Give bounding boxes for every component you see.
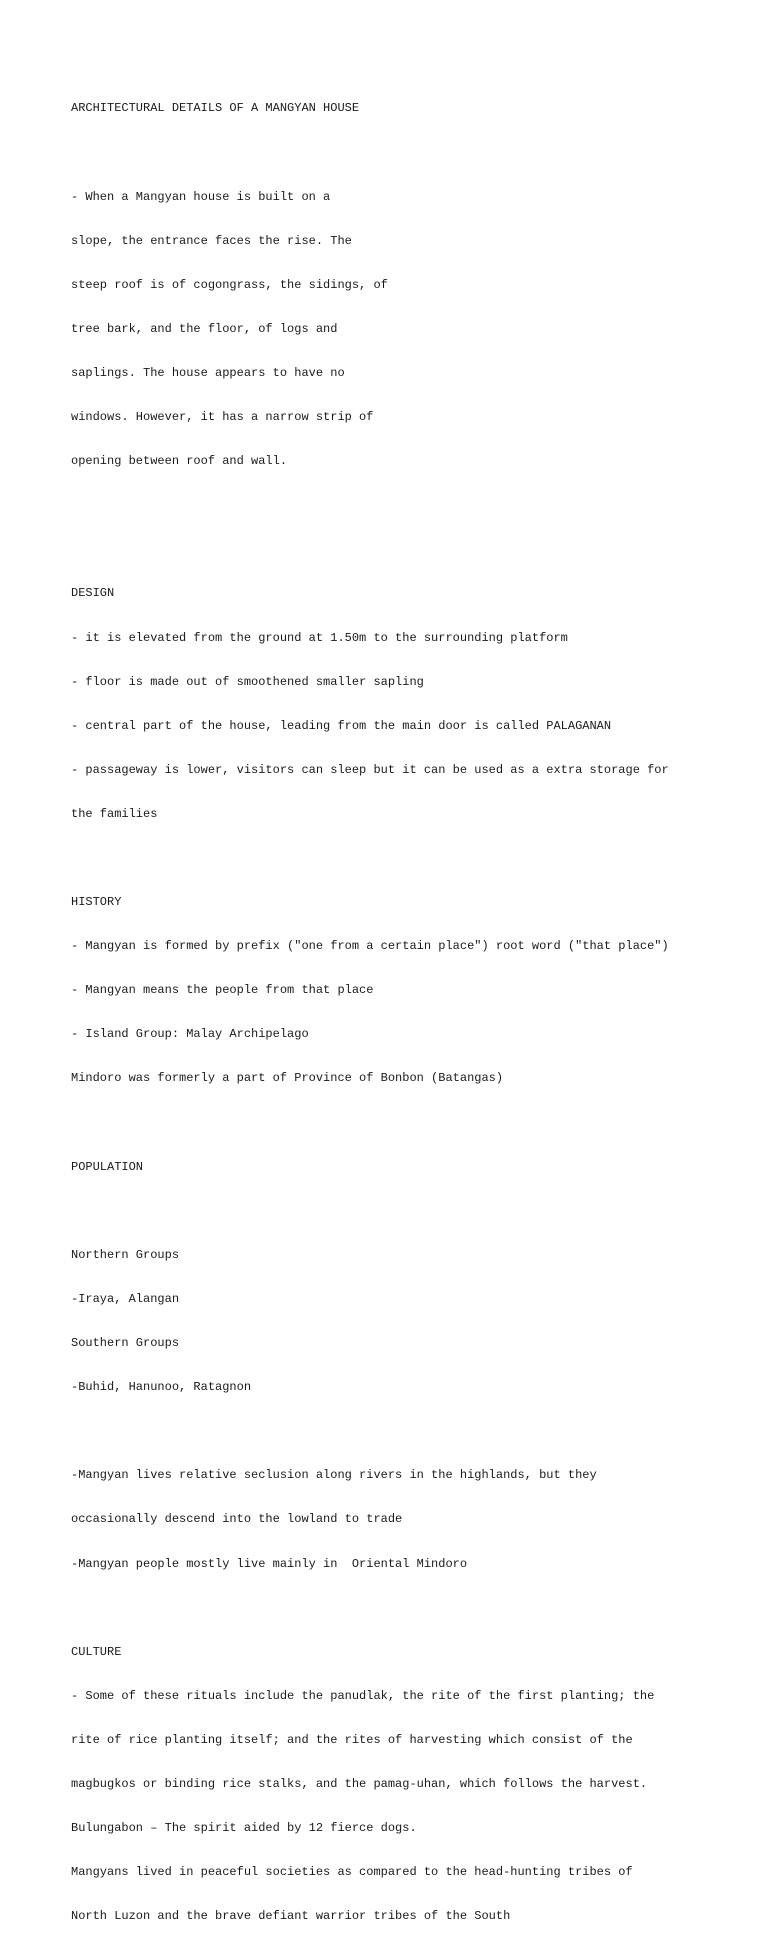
text-line: opening between roof and wall. bbox=[71, 454, 288, 469]
text-line: magbugkos or binding rice stalks, and the pamag-uhan, which follows the harvest. bbox=[71, 1776, 648, 1791]
text-line: - it is elevated from the ground at 1.50m to the surrounding platform bbox=[71, 630, 568, 645]
text-line: slope, the entrance faces the rise. The bbox=[71, 233, 352, 248]
blank-line bbox=[71, 1116, 721, 1131]
section-heading-culture: CULTURE bbox=[71, 1644, 122, 1659]
blank-line bbox=[71, 146, 721, 161]
text-line: -Iraya, Alangan bbox=[71, 1291, 180, 1306]
text-line: occasionally descend into the lowland to trade bbox=[71, 1512, 403, 1527]
text-line: saplings. The house appears to have no bbox=[71, 365, 345, 380]
text-line: - passageway is lower, visitors can sleep but it can be used as a extra storage for bbox=[71, 762, 669, 777]
text-line: -Mangyan lives relative seclusion along rivers in the highlands, but they bbox=[71, 1468, 597, 1483]
document-title: ARCHITECTURAL DETAILS OF A MANGYAN HOUSE bbox=[71, 101, 360, 116]
text-line: Northern Groups bbox=[71, 1247, 180, 1262]
blank-line bbox=[71, 1601, 721, 1616]
text-line: - Island Group: Malay Archipelago bbox=[71, 1027, 309, 1042]
text-line: Bulungabon – The spirit aided by 12 fierce dogs. bbox=[71, 1821, 417, 1836]
text-line: rite of rice planting itself; and the rites of harvesting which consist of the bbox=[71, 1732, 633, 1747]
text-line: -Mangyan people mostly live mainly in Oriental Mindoro bbox=[71, 1556, 468, 1571]
text-line: steep roof is of cogongrass, the sidings, of bbox=[71, 277, 388, 292]
text-line: - central part of the house, leading from the main door is called PALAGANAN bbox=[71, 718, 612, 733]
blank-line bbox=[71, 1424, 721, 1439]
section-heading-history: HISTORY bbox=[71, 895, 122, 910]
text-line: - Mangyan is formed by prefix ("one from a certain place") root word ("that place") bbox=[71, 939, 669, 954]
blank-line bbox=[71, 498, 721, 513]
section-heading-population: POPULATION bbox=[71, 1159, 144, 1174]
text-line: tree bark, and the floor, of logs and bbox=[71, 321, 338, 336]
text-line: the families bbox=[71, 806, 158, 821]
text-line: North Luzon and the brave defiant warrior tribes of the South bbox=[71, 1909, 511, 1924]
blank-line bbox=[71, 1204, 721, 1219]
text-line: - floor is made out of smoothened smaller sapling bbox=[71, 674, 424, 689]
text-line: windows. However, it has a narrow strip of bbox=[71, 410, 374, 425]
text-line: -Buhid, Hanunoo, Ratagnon bbox=[71, 1380, 252, 1395]
text-line: - Mangyan means the people from that place bbox=[71, 983, 374, 998]
text-line: Mindoro was formerly a part of Province of Bonbon (Batangas) bbox=[71, 1071, 504, 1086]
text-line: Southern Groups bbox=[71, 1336, 180, 1351]
blank-line bbox=[71, 542, 721, 557]
blank-line bbox=[71, 851, 721, 866]
document-body bbox=[71, 72, 721, 1953]
text-line: - When a Mangyan house is built on a bbox=[71, 189, 331, 204]
text-line: - Some of these rituals include the panudlak, the rite of the first planting; the bbox=[71, 1688, 655, 1703]
section-heading-design: DESIGN bbox=[71, 586, 115, 601]
text-line: Mangyans lived in peaceful societies as compared to the head-hunting tribes of bbox=[71, 1865, 633, 1880]
